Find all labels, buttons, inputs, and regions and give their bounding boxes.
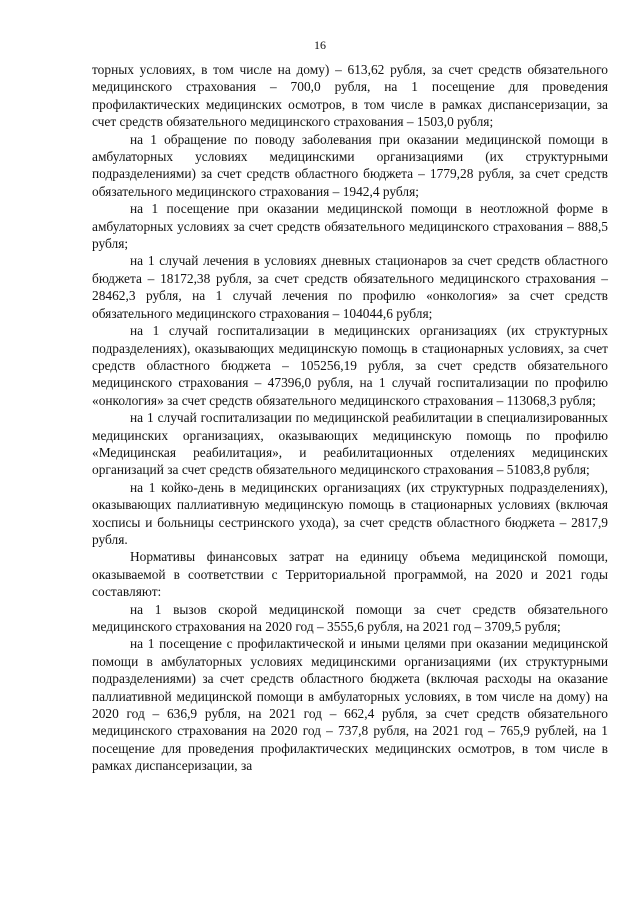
paragraph-rehabilitation: на 1 случай госпитализации по медицинской реабилитации в специализированных медицинских организациях, оказывающих медицинскую помощь по профилю «Медицинская реабилитация», и реабилитационных отделениях медицинских организаций за счет средств обязательного медицинского страхования – 51083,8 рубля; [92, 410, 608, 478]
paragraph-norms-intro: Нормативы финансовых затрат на единицу объема медицинской помощи, оказываемой в соответствии с Территориальной программой, на 2020 и 2021 годы составляют: [92, 549, 608, 600]
document-body [92, 61, 608, 775]
paragraph-continuation: торных условиях, в том числе на дому) – 613,62 рубля, за счет средств обязательного медицинского страхования – 700,0 рубля, на 1 посещение для проведения профилактических медицинских осмотров, в том числе в рамках диспансеризации, за счет средств обязательного медицинского страхования – 1503,0 рубля; [92, 62, 608, 130]
paragraph-bed-day: на 1 койко-день в медицинских организациях (их структурных подразделениях), оказывающих паллиативную медицинскую помощь в стационарных условиях (включая хосписы и больницы сестринского ухода), за счет средств областного бюджета – 2817,9 рубля. [92, 479, 608, 547]
paragraph-urgent-visit: на 1 посещение при оказании медицинской помощи в неотложной форме в амбулаторных условиях за счет средств обязательного медицинского страхования – 888,5 рубля; [92, 201, 608, 252]
paragraph-appeal-disease: на 1 обращение по поводу заболевания при оказании медицинской помощи в амбулаторных условиях медицинскими организациями (их структурными подразделениями) за счет средств областного бюджета – 1779,28 рубля, за счет средств обязательного медицинского страхования – 1942,4 рубля; [92, 131, 608, 199]
paragraph-preventive-visit: на 1 посещение с профилактической и иными целями при оказании медицинской помощи в амбулаторных условиях медицинскими организациями (их структурными подразделениями) за счет средств областного бюджета (включая расходы на оказание паллиативной медицинской помощи в амбулаторных условиях, в том числе на дому) на 2020 год – 636,9 рубля, на 2021 год – 662,4 рубля, за счет средств обязательного медицинского страхования на 2020 год – 737,8 рубля, на 2021 год – 765,9 рублей, на 1 посещение для проведения профилактических медицинских осмотров, в том числе в рамках диспансеризации, за [92, 636, 608, 774]
paragraph-day-hospital: на 1 случай лечения в условиях дневных стационаров за счет средств областного бюджета – 18172,38 рубля, за счет средств обязательного медицинского страхования – 28462,3 рубля, на 1 случай лечения по профилю «онкология» за счет средств обязательного медицинского страхования – 104044,6 рубля; [92, 253, 608, 321]
paragraph-hospitalization: на 1 случай госпитализации в медицинских организациях (их структурных подразделениях), оказывающих медицинскую помощь в стационарных условиях, за счет средств областного бюджета – 105256,19 рубля, за счет средств обязательного медицинского страхования – 47396,0 рубля, на 1 случай госпитализации по профилю «онкология» за счет средств обязательного медицинского страхования – 113068,3 рубля; [92, 323, 608, 408]
page-number: 16 [314, 38, 326, 52]
paragraph-ambulance-call: на 1 вызов скорой медицинской помощи за счет средств обязательного медицинского страхования на 2020 год – 3555,6 рубля, на 2021 год – 3709,5 рубля; [92, 601, 608, 634]
